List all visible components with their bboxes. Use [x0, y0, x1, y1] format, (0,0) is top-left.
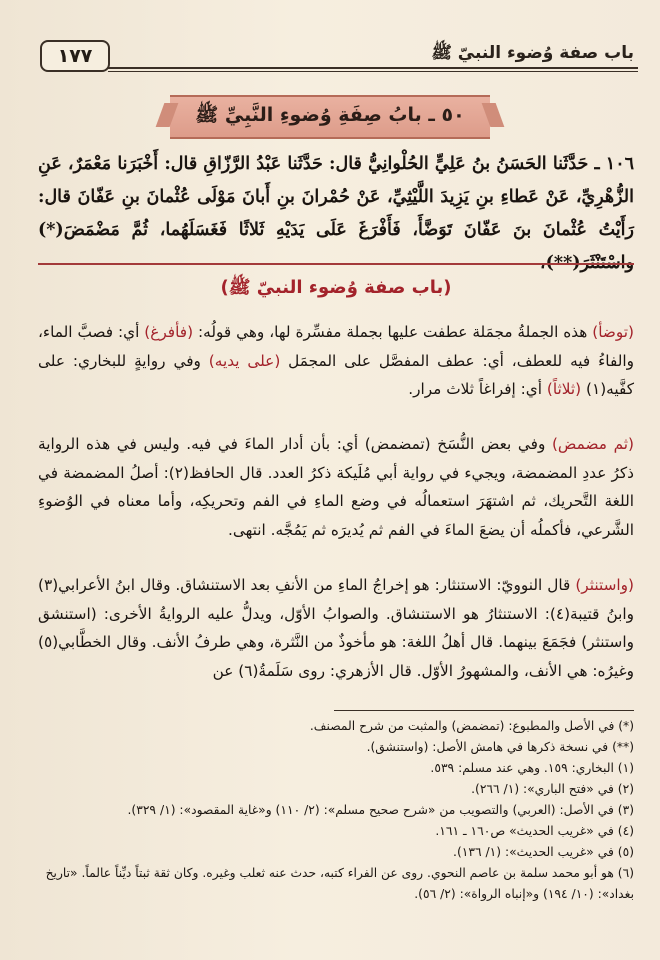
footnote: (٣) في الأصل: (العربي) والتصويب من «شرح صحيح مسلم»: (٢/ ١١٠) و«غاية المقصود»: (١/ ٣٢٩). — [127, 803, 634, 817]
commentary-paragraph-1 — [38, 318, 634, 404]
commentary-heading: (باب صفة وُضوء النبيّ ﷺ) — [220, 277, 452, 298]
lemma: (واستنثر) — [575, 576, 634, 594]
section-divider — [38, 263, 634, 265]
lemma: (ثم مضمض) — [551, 435, 634, 453]
page-number: ١٧٧ — [40, 40, 110, 72]
lemma: (فأفرغ) — [144, 323, 194, 341]
commentary-text: قال النوويّ: الاستنثار: هو إخراجُ الماءِ من الأنفِ بعد الاستنشاق. وقال ابنُ الأعرابي(٣) وابنُ قتيبة(٤): الاستنثارُ هو الاستنشاق. والصوابُ الأوّل، ويدلُّ عليه الروايةُ الأخرى: (استنشق واستنثر) فجَمَعَ بينهما. قال أهلُ اللغة: هو مأخوذٌ من النَّثرة، وهي طرفُ الأنف. وقال الخطَّابي(٥) وغيرُه: هي الأنف، والمشهورُ الأوّل. قال الأزهري: روى سَلَمةُ(٦) عن — [38, 576, 635, 680]
commentary-paragraph-3 — [38, 571, 634, 685]
chapter-title: ٥٠ ـ بابُ صِفَةِ وُضوءِ النَّبِيِّ ﷺ — [195, 104, 465, 126]
footnote: (*) في الأصل والمطبوع: (تمضمض) والمثبت من شرح المصنف. — [309, 719, 634, 733]
lemma: (ثلاثاً) — [546, 380, 582, 398]
footnote: (٦) هو أبو محمد سلمة بن عاصم النحوي. روى عن الفراء كتبه، حدث عنه ثعلب وغيره. وكان ثقة ثبتاً ديِّناً عالماً. «تاريخ بغداد»: (١٠/ ١٩٤) و«إنباه الرواة»: (٢/ ٥٦). — [45, 866, 634, 901]
commentary-text: هذه الجملةُ مجمَلة عطفت عليها بجملة مفسِّرة لها، وهي قولُه: — [193, 323, 593, 341]
lemma: (توضأ) — [592, 323, 635, 341]
chapter-banner — [170, 95, 490, 139]
hadith-text: ١٠٦ ـ حَدَّثَنا الحَسَنُ بنُ عَلِيٍّ الحُلْوانِيُّ قال: حَدَّثَنا عَبْدُ الرَّزّاقِ قال: أَخْبَرَنا مَعْمَرٌ، عَنِ الزُّهْرِيِّ، عَنْ عَطاءِ بنِ يَزِيدَ اللَّيْثِيِّ، عَنْ حُمْرانَ بنِ أَبانَ مَوْلَى عُثْمانَ بنِ عَفّانَ قال: رَأَيْتُ عُثْمانَ بنَ عَفّانَ تَوَضَّأَ، فَأَفْرَغَ عَلَى يَدَيْهِ ثَلاثًا فَغَسَلَهُما، ثُمَّ مَضْمَضَ(*) واسْتَنْثَرَ(**)، — [38, 154, 634, 273]
footnote: (**) في نسخة ذكرها في هامش الأصل: (واستنشق). — [366, 740, 634, 754]
footnote-rule — [334, 710, 634, 711]
commentary-text: وفي روايةٍ للبخاري: على كفَّيه(١) — [38, 351, 634, 398]
footnote: (٢) في «فتح الباري»: (١/ ٢٦٦). — [471, 782, 634, 796]
footnote: (٥) في «غريب الحديث»: (١/ ١٣٦). — [453, 845, 634, 859]
header-rule — [108, 67, 638, 72]
footnote: (٤) في «غريب الحديث» ص١٦٠ ـ ١٦١. — [435, 824, 634, 838]
commentary-text: وفي بعض النُّسَخ (تمضمض) أي: بأن أدار الماءَ في فيه. وليس في هذه الرواية ذكرُ عددِ المضمضة، ويجيء في رواية أبي مُلَيكة ذكرُ العدد. قال الحافظ(٢): أصلُ المضمضة في اللغة التَّحريك، ثم اشتهَرَ استعمالُه في وضع الماءِ في الفم وتحريكِه، وأما معناه في الوُضوءِ الشَّرعي، فأكملُه أن يضعَ الماءَ في الفم ثم يُديرَه ثم يَمُجَّه. انتهى. — [38, 435, 634, 539]
lemma: (على يديه) — [208, 351, 281, 370]
commentary-text: أي: فصبَّ الماء، والفاءُ فيه للعطف، أي: عطف المفصَّل على المجمَل — [38, 323, 634, 370]
footnotes — [38, 716, 634, 905]
running-header — [40, 40, 638, 74]
commentary-paragraph-2 — [38, 430, 634, 544]
commentary-text: أي: إفراغاً ثلاث مرار. — [408, 380, 547, 398]
footnote: (١) البخاري: ١٥٩. وهي عند مسلم: ٥٣٩. — [430, 761, 634, 775]
running-title: باب صفة وُضوء النبيّ ﷺ — [431, 43, 634, 63]
